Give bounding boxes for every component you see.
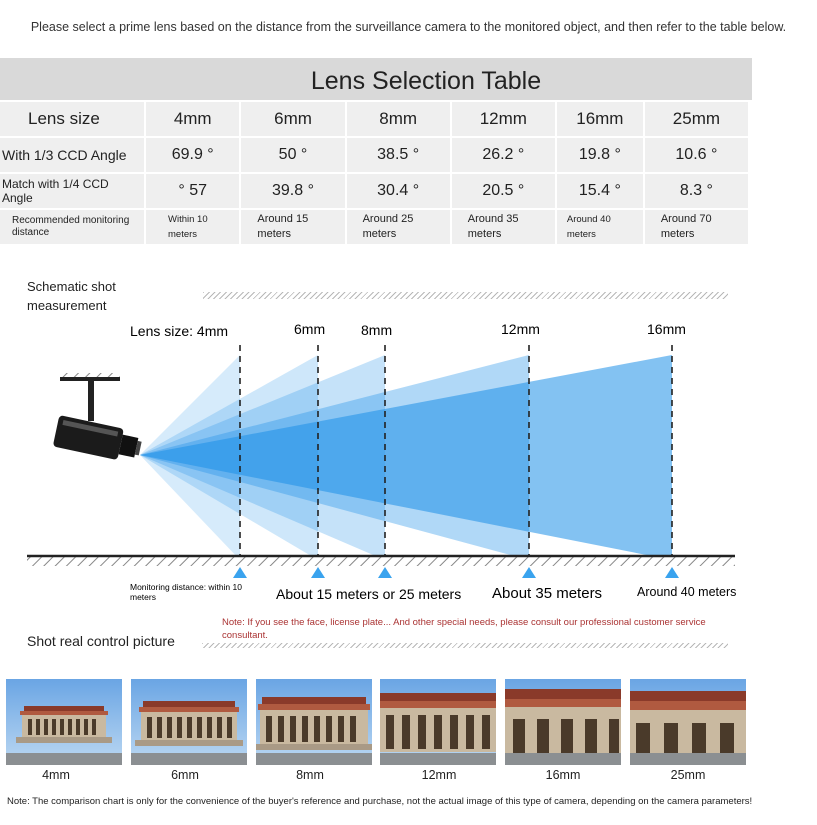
marker-16mm <box>665 567 679 578</box>
shot-photo-4mm <box>6 679 122 765</box>
table-cell: Around 25 meters <box>347 210 450 244</box>
shot-photo-25mm <box>630 679 746 765</box>
table-cell: 50 ° <box>241 138 344 172</box>
table-cell: Around 70 meters <box>645 210 748 244</box>
lens-label-4mm: Lens size: 4mm <box>130 323 229 339</box>
shot-label-12mm: 12mm <box>421 768 457 782</box>
table-cell: 10.6 ° <box>645 138 748 172</box>
intro-text: Please select a prime lens based on the distance from the surveillance camera to the monitored object, and then refer to the table below. <box>30 20 787 34</box>
marker-12mm <box>522 567 536 578</box>
marker-6mm <box>311 567 325 578</box>
table-cell: 16mm <box>557 102 643 136</box>
lens-label-8mm: 8mm <box>361 322 393 338</box>
table-cell: Within 10 meters <box>146 210 239 244</box>
lens-selection-table <box>0 58 752 246</box>
distance-label-4mm-line1: Monitoring distance: within 10 <box>130 582 242 592</box>
table-cell: 6mm <box>241 102 344 136</box>
distance-label-40m: Around 40 meters <box>637 585 737 599</box>
table-row <box>0 138 748 172</box>
table-cell: 15.4 ° <box>557 174 643 208</box>
table-cell: Around 35 meters <box>452 210 555 244</box>
table-cell: 20.5 ° <box>452 174 555 208</box>
row-label: With 1/3 CCD Angle <box>0 138 144 172</box>
table-cell: Around 40 meters <box>557 210 643 244</box>
row-label: Recommended monitoring distance <box>0 210 144 244</box>
shot-photo-16mm <box>505 679 621 765</box>
shot-label-16mm: 16mm <box>545 768 581 782</box>
shot-photo-8mm <box>256 679 372 765</box>
table-cell: Around 15 meters <box>241 210 344 244</box>
hatch-divider <box>202 643 728 648</box>
hatch-divider <box>203 292 728 299</box>
table-cell: 69.9 ° <box>146 138 239 172</box>
shot-real-label: Shot real control picture <box>27 633 175 649</box>
distance-label-15-25m: About 15 meters or 25 meters <box>276 586 462 602</box>
table-cell: 25mm <box>645 102 748 136</box>
table-cell: 8mm <box>347 102 450 136</box>
schematic-label: Schematic shot measurement <box>27 279 116 313</box>
table-row <box>0 174 748 208</box>
shot-label-6mm: 6mm <box>171 768 199 782</box>
table-cell: 30.4 ° <box>347 174 450 208</box>
lens-label-6mm: 6mm <box>294 321 326 337</box>
table-cell: 38.5 ° <box>347 138 450 172</box>
table-title: Lens Selection Table <box>0 58 752 100</box>
camera-icon <box>53 373 144 464</box>
marker-8mm <box>378 567 392 578</box>
table-cell: 12mm <box>452 102 555 136</box>
shot-label-25mm: 25mm <box>670 768 706 782</box>
distance-label-4mm <box>130 582 244 602</box>
table-cell: 26.2 ° <box>452 138 555 172</box>
lens-table-grid <box>0 100 750 246</box>
comparison-note: Note: The comparison chart is only for the convenience of the buyer's reference and purchase, not the actual image of this type of camera, depending on the camera parameters! <box>7 796 753 807</box>
table-cell: 39.8 ° <box>241 174 344 208</box>
ground <box>27 556 735 566</box>
table-row <box>0 102 748 136</box>
table-cell: ° 57 <box>146 174 239 208</box>
shot-label-4mm: 4mm <box>42 768 70 782</box>
table-row <box>0 210 748 244</box>
lens-beams <box>140 355 672 560</box>
table-cell: 19.8 ° <box>557 138 643 172</box>
marker-4mm <box>233 567 247 578</box>
shot-photo-6mm <box>131 679 247 765</box>
distance-label-4mm-line2: meters <box>130 592 156 602</box>
row-label: Match with 1/4 CCD Angle <box>0 174 144 208</box>
shot-photo-12mm <box>380 679 496 765</box>
distance-markers <box>233 567 679 578</box>
shot-label-8mm: 8mm <box>296 768 324 782</box>
table-cell: 4mm <box>146 102 239 136</box>
special-needs-note: Note: If you see the face, license plate... And other special needs, please consult our professional customer service consultant. <box>222 617 706 641</box>
distance-label-35m: About 35 meters <box>492 585 603 602</box>
schematic-diagram <box>0 315 817 615</box>
table-cell: 8.3 ° <box>645 174 748 208</box>
row-label: Lens size <box>0 102 144 136</box>
lens-label-16mm: 16mm <box>647 321 686 337</box>
lens-label-12mm: 12mm <box>501 321 540 337</box>
